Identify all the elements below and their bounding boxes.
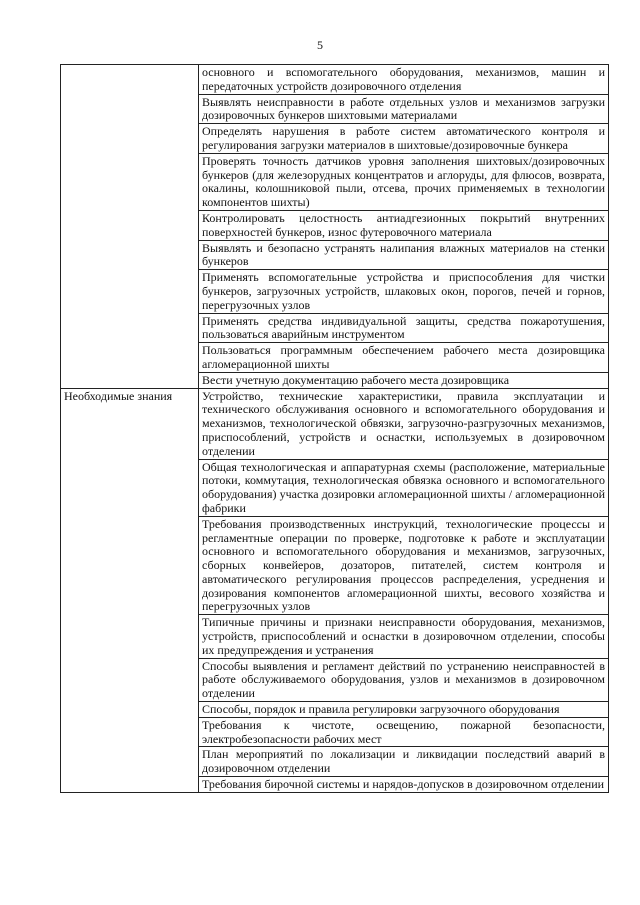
skill-item: Выявлять и безопасно устранять налипания влажных материалов на стенки бункеров: [199, 240, 609, 270]
skill-item: Выявлять неисправности в работе отдельных узлов и механизмов загрузки дозировочных бункеров шихтовыми материалами: [199, 94, 609, 124]
table-row: [61, 65, 609, 95]
knowledge-item: Устройство, технические характеристики, правила эксплуатации и технического обслуживания основного и вспомогательного оборудования и механизмов, технологической обвязки, загрузочно-разгрузочных механизмов, приспособлений, устройств и оснастки, используемых в дозировочном отделении: [199, 388, 609, 459]
knowledge-item: Требования бирочной системы и нарядов-допусков в дозировочном отделении: [199, 777, 609, 793]
skill-item: Применять вспомогательные устройства и приспособления для чистки бункеров, загрузочных устройств, шлаковых окон, порогов, печей и горнов, перегрузочных узлов: [199, 270, 609, 313]
knowledge-label: Необходимые знания: [61, 388, 199, 792]
page-number: 5: [317, 38, 323, 52]
knowledge-item: Способы выявления и регламент действий по устранению неисправностей в работе обслуживаемого оборудования, узлов и механизмов в дозировочном отделении: [199, 658, 609, 701]
skill-item: Определять нарушения в работе систем автоматического контроля и регулирования загрузки материалов в шихтовые/дозировочные бункера: [199, 124, 609, 154]
requirements-table: [60, 64, 609, 793]
skills-label-cell: [61, 65, 199, 389]
skill-item: Вести учетную документацию рабочего места дозировщика: [199, 372, 609, 388]
skill-item: Пользоваться программным обеспечением рабочего места дозировщика агломерационной шихты: [199, 343, 609, 373]
knowledge-item: Требования производственных инструкций, технологические процессы и регламентные операции по проверке, подготовке к работе и эксплуатации основного и вспомогательного оборудования и механизмов, загрузочных, сборных конвейеров, дозаторов, питателей, систем контроля и автоматического регулирования процессов распределения, усреднения и дозирования компонентов агломерационной шихты, весового хозяйства и перегрузочных узлов: [199, 516, 609, 615]
skill-item: Применять средства индивидуальной защиты, средства пожаротушения, пользоваться аварийным инструментом: [199, 313, 609, 343]
table-row: [61, 388, 609, 459]
skill-item: основного и вспомогательного оборудования, механизмов, машин и передаточных устройств дозировочного отделения: [199, 65, 609, 95]
knowledge-item: Типичные причины и признаки неисправности оборудования, механизмов, устройств, приспособлений и оснастки в дозировочном отделении, способы их предупреждения и устранения: [199, 615, 609, 658]
skill-item: Проверять точность датчиков уровня заполнения шихтовых/дозировочных бункеров (для железорудных концентратов и аглоруды, для флюсов, возврата, окалины, колошниковой пыли, отсева, прочих применяемых в технологии компонентов шихты): [199, 153, 609, 210]
knowledge-item: Способы, порядок и правила регулировки загрузочного оборудования: [199, 702, 609, 718]
knowledge-item: План мероприятий по локализации и ликвидации последствий аварий в дозировочном отделении: [199, 747, 609, 777]
knowledge-item: Общая технологическая и аппаратурная схемы (расположение, материальные потоки, коммутация, технологическая обвязка основного и вспомогательного оборудования) участка дозировки агломерационной шихты / агломерационной фабрики: [199, 459, 609, 516]
knowledge-item: Требования к чистоте, освещению, пожарной безопасности, электробезопасности рабочих мест: [199, 717, 609, 747]
skill-item: Контролировать целостность антиадгезионных покрытий внутренних поверхностей бункеров, износ футеровочного материала: [199, 210, 609, 240]
